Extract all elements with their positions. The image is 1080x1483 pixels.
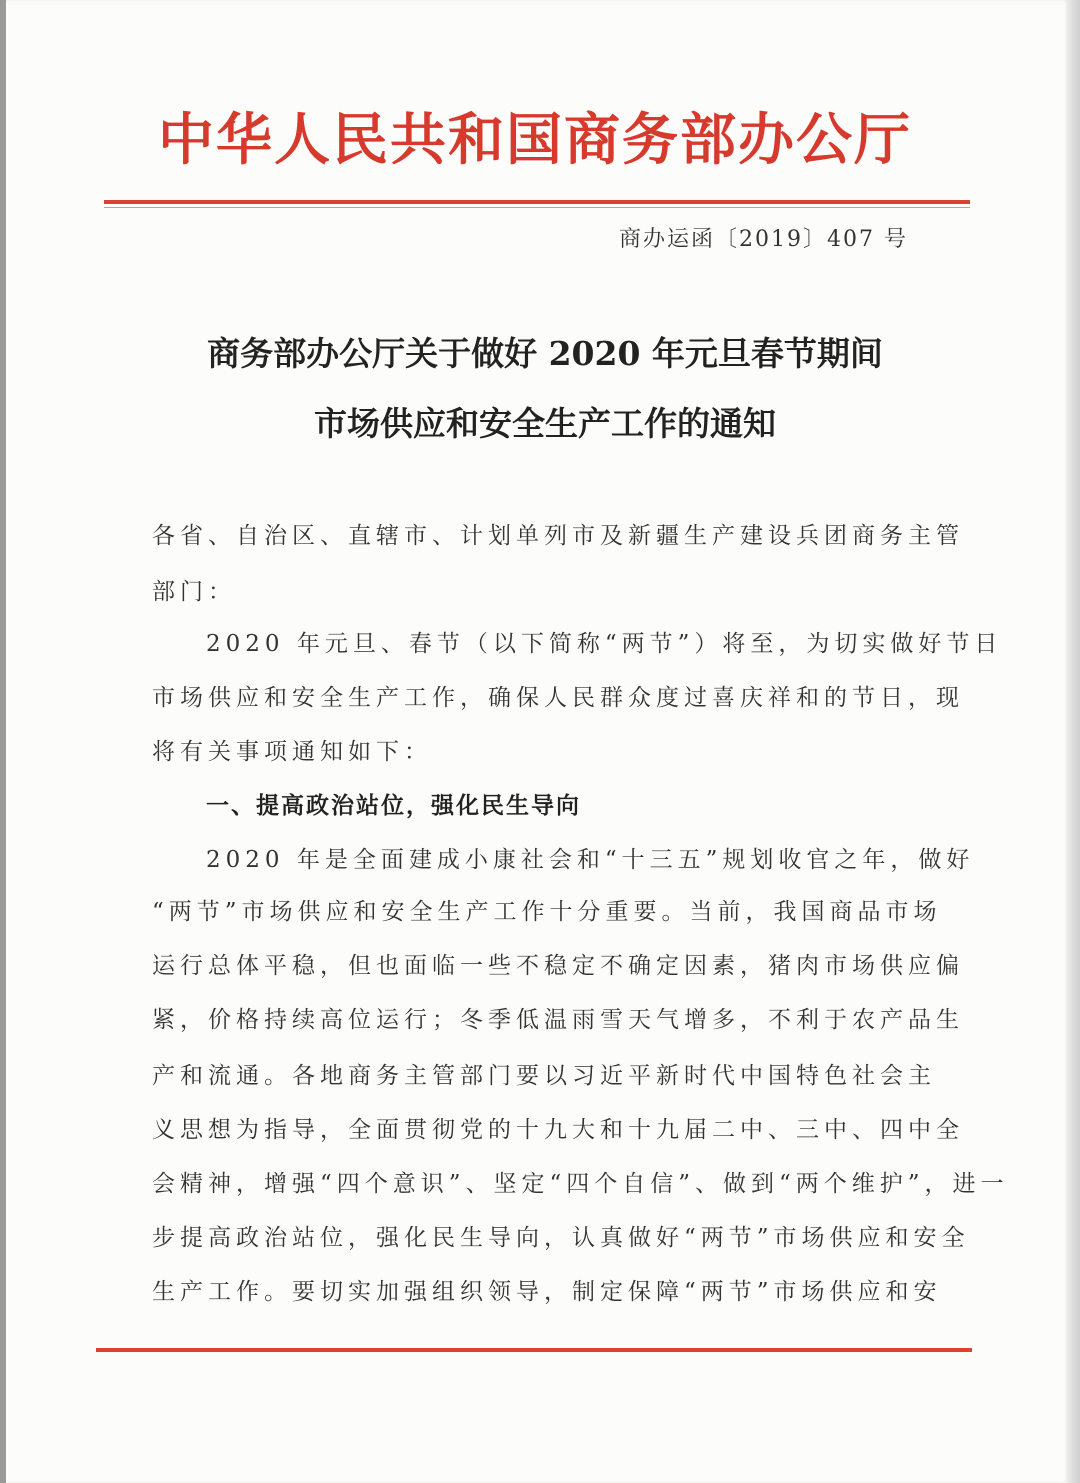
document-title-line-1: 商务部办公厅关于做好 2020 年元旦春节期间 [207, 334, 883, 373]
paragraph-1-line-2: 市场供应和安全生产工作，确保人民群众度过喜庆祥和的节日，现 [152, 685, 964, 711]
paragraph-1-line-1: 2020 年元旦、春节（以下简称“两节”）将至，为切实做好节日 [206, 631, 1003, 657]
paragraph-2-line-6: 义思想为指导，全面贯彻党的十九大和十九届二中、三中、四中全 [152, 1117, 964, 1143]
paragraph-2-line-5: 产和流通。各地商务主管部门要以习近平新时代中国特色社会主 [152, 1063, 936, 1089]
footer-red-rule [96, 1348, 972, 1352]
paragraph-2-line-7: 会精神，增强“四个意识”、坚定“四个自信”、做到“两个维护”，进一 [152, 1171, 1009, 1197]
issuing-organization-header: 中华人民共和国商务部办公厅 [158, 107, 912, 173]
addressee-line-1: 各省、自治区、直辖市、计划单列市及新疆生产建设兵团商务主管 [152, 523, 964, 549]
section-heading-1: 一、提高政治站位，强化民生导向 [206, 793, 581, 819]
header-red-rule [104, 200, 970, 204]
paragraph-1-line-3: 将有关事项通知如下： [152, 739, 432, 765]
header-red-rule-shadow [104, 207, 970, 208]
document-number: 商办运函〔2019〕407 号 [619, 227, 908, 252]
document-title-line-2: 市场供应和安全生产工作的通知 [314, 404, 776, 443]
paragraph-2-line-1: 2020 年是全面建成小康社会和“十三五”规划收官之年，做好 [206, 847, 975, 873]
paragraph-2-line-2: “两节”市场供应和安全生产工作十分重要。当前，我国商品市场 [152, 899, 942, 925]
paragraph-2-line-9: 生产工作。要切实加强组织领导，制定保障“两节”市场供应和安 [152, 1279, 942, 1305]
scan-right-edge [1068, 0, 1080, 1483]
paragraph-2-line-3: 运行总体平稳，但也面临一些不稳定不确定因素，猪肉市场供应偏 [152, 953, 964, 979]
paragraph-2-line-4: 紧，价格持续高位运行；冬季低温雨雪天气增多，不利于农产品生 [152, 1007, 964, 1033]
paragraph-2-line-8: 步提高政治站位，强化民生导向，认真做好“两节”市场供应和安全 [152, 1225, 970, 1251]
addressee-line-2: 部门： [152, 579, 236, 605]
